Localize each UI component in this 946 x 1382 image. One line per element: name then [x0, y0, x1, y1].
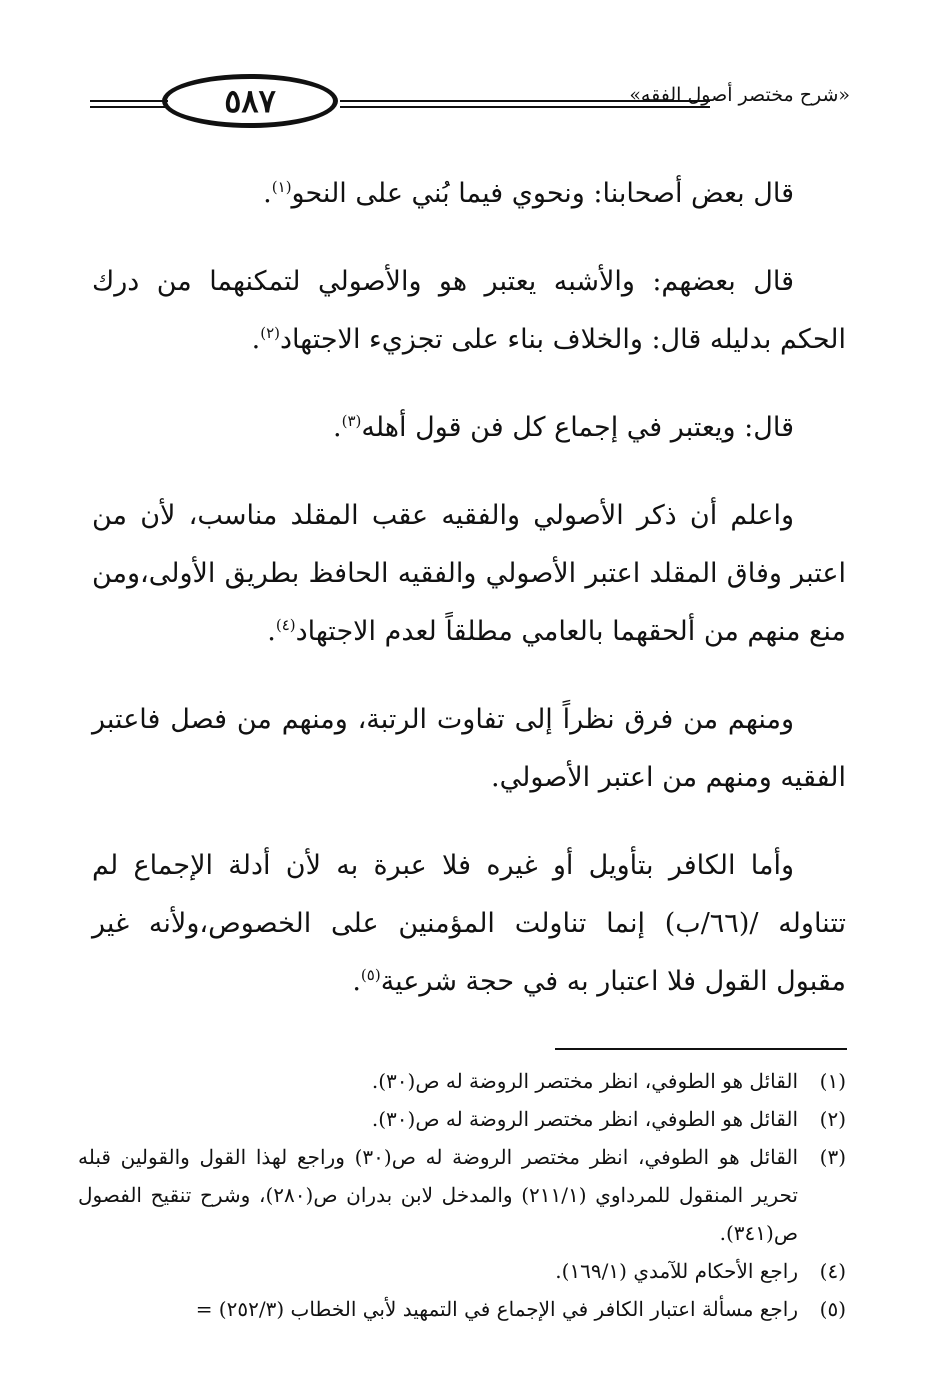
- footnote-ref: (٥): [360, 966, 381, 984]
- page-header: [90, 70, 850, 134]
- footnote-mark: (٣): [819, 1145, 846, 1169]
- paragraph-end: .: [352, 966, 361, 997]
- footnote-ref: (٢): [260, 324, 281, 342]
- paragraph: [92, 837, 846, 1011]
- paragraph-end: .: [267, 616, 276, 647]
- footnote-ref: (١): [271, 178, 292, 196]
- paragraph-text: قال: ويعتبر في إجماع كل فن قول أهله: [361, 412, 794, 443]
- footnote-mark: (٤): [819, 1259, 846, 1283]
- paragraph-text: وأما الكافر بتأويل أو غيره فلا عبرة به لأن أدلة الإجماع لم تتناوله /(٦٦/ب) إنما تناولت المؤمنين على الخصوص،ولأنه غير مقبول القول فلا اعتبار به في حجة شرعية: [92, 850, 846, 997]
- book-title: «شرح مختصر أصول الفقه»: [629, 84, 850, 106]
- footnote: [78, 1290, 846, 1328]
- paragraph-text: واعلم أن ذكر الأصولي والفقيه عقب المقلد مناسب، لأن من اعتبر وفاق المقلد اعتبر الأصولي والفقيه الحافظ بطريق الأولى،ومن منع منهم من ألحقهما بالعامي مطلقاً لعدم الاجتهاد: [92, 500, 846, 647]
- paragraph: [92, 487, 846, 661]
- page-number-badge: [162, 74, 338, 128]
- header-rule-left: [90, 100, 168, 108]
- footnote: [78, 1062, 846, 1100]
- footnote-separator: [555, 1048, 847, 1050]
- footnote: [78, 1138, 846, 1252]
- footnote: [78, 1252, 846, 1290]
- footnotes: [78, 1062, 846, 1328]
- footnote-mark: (٥): [819, 1297, 846, 1321]
- footnote-ref: (٤): [275, 616, 296, 634]
- footnote-mark: (١): [819, 1069, 846, 1093]
- paragraph-end: .: [332, 412, 342, 443]
- paragraph-end: .: [251, 324, 261, 355]
- footnote-text: القائل هو الطوفي، انظر مختصر الروضة له ص(٣٠).: [371, 1069, 798, 1093]
- footnote-text: القائل هو الطوفي، انظر مختصر الروضة له ص(٣٠).: [371, 1107, 798, 1131]
- footnote-text: راجع الأحكام للآمدي (١٦٩/١).: [555, 1259, 798, 1283]
- main-text: [92, 165, 846, 1041]
- page-number: ٥٨٧: [224, 82, 276, 120]
- paragraph-text: قال بعض أصحابنا: ونحوي فيما بُني على النحو: [291, 178, 794, 209]
- paragraph: [92, 691, 846, 807]
- paragraph: [92, 253, 846, 369]
- paragraph-text: قال بعضهم: والأشبه يعتبر هو والأصولي لتمكنهما من درك الحكم بدليله قال: والخلاف بناء على تجزيء الاجتهاد: [92, 266, 846, 355]
- footnote-text: القائل هو الطوفي، انظر مختصر الروضة له ص(٣٠) وراجع لهذا القول والقولين قبله تحرير المنقول للمرداوي (٢١١/١) والمدخل لابن بدران ص(٢٨٠)، وشرح تنقيح الفصول ص(٣٤١).: [78, 1145, 798, 1245]
- paragraph: [92, 165, 846, 223]
- paragraph-end: .: [263, 178, 272, 209]
- footnote: [78, 1100, 846, 1138]
- footnote-mark: (٢): [819, 1107, 846, 1131]
- paragraph-text: ومنهم من فرق نظراً إلى تفاوت الرتبة، ومنهم من فصل فاعتبر الفقيه ومنهم من اعتبر الأصولي.: [92, 704, 846, 793]
- footnote-ref: (٣): [341, 412, 362, 430]
- paragraph: [92, 399, 846, 457]
- footnote-text: راجع مسألة اعتبار الكافر في الإجماع في التمهيد لأبي الخطاب (٢٥٢/٣) =: [195, 1297, 798, 1321]
